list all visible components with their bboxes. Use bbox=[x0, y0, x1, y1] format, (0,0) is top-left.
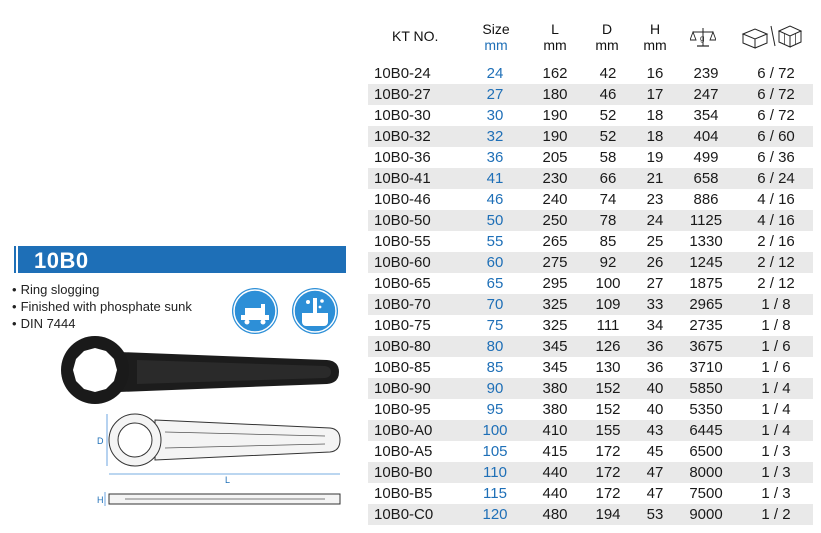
cell-w: 7500 bbox=[689, 485, 723, 502]
header-size-label: Size bbox=[482, 21, 510, 37]
cell-d: 109 bbox=[595, 296, 621, 313]
cell-kt: 10B0-55 bbox=[374, 233, 431, 250]
cell-l: 325 bbox=[542, 296, 568, 313]
cell-l: 345 bbox=[542, 338, 568, 355]
cell-kt: 10B0-50 bbox=[374, 212, 431, 229]
cell-size: 95 bbox=[486, 401, 504, 418]
cell-size: 85 bbox=[486, 359, 504, 376]
cell-size: 41 bbox=[486, 170, 504, 187]
cell-w: 5850 bbox=[689, 380, 723, 397]
diagram-label-d: D bbox=[97, 436, 104, 446]
cell-l: 250 bbox=[542, 212, 568, 229]
feature-item: • Finished with phosphate sunk bbox=[12, 298, 192, 315]
cell-h: 33 bbox=[646, 296, 664, 313]
cell-p: 1 / 8 bbox=[761, 317, 791, 334]
cell-size: 65 bbox=[486, 275, 504, 292]
cell-w: 6500 bbox=[689, 443, 723, 460]
product-title-bar bbox=[12, 246, 346, 273]
phosphate-icon bbox=[292, 288, 338, 334]
cell-p: 2 / 16 bbox=[757, 233, 795, 250]
dimension-diagram bbox=[95, 410, 355, 520]
cell-p: 1 / 3 bbox=[761, 485, 791, 502]
cell-d: 92 bbox=[599, 254, 617, 271]
cell-size: 80 bbox=[486, 338, 504, 355]
cell-h: 24 bbox=[646, 212, 664, 229]
feature-item: • DIN 7444 bbox=[12, 315, 192, 332]
cell-h: 18 bbox=[646, 107, 664, 124]
table-row bbox=[368, 315, 813, 336]
table-row bbox=[368, 504, 813, 525]
feature-item: • Ring slogging bbox=[12, 281, 192, 298]
cell-h: 16 bbox=[646, 65, 664, 82]
cell-kt: 10B0-B5 bbox=[374, 485, 433, 502]
cell-p: 1 / 2 bbox=[761, 506, 791, 523]
cell-p: 1 / 4 bbox=[761, 401, 791, 418]
cell-d: 130 bbox=[595, 359, 621, 376]
cell-d: 42 bbox=[599, 65, 617, 82]
cell-kt: 10B0-B0 bbox=[374, 464, 433, 481]
cell-w: 354 bbox=[693, 107, 719, 124]
cell-size: 90 bbox=[486, 380, 504, 397]
cell-kt: 10B0-27 bbox=[374, 86, 431, 103]
wrench-photo bbox=[57, 330, 347, 410]
cell-l: 440 bbox=[542, 485, 568, 502]
header-l bbox=[540, 21, 570, 61]
cell-h: 47 bbox=[646, 464, 664, 481]
cell-w: 9000 bbox=[689, 506, 723, 523]
cell-w: 239 bbox=[693, 65, 719, 82]
header-l-label: L bbox=[551, 21, 559, 37]
cell-kt: 10B0-85 bbox=[374, 359, 431, 376]
table-row bbox=[368, 252, 813, 273]
diagram-label-h: H bbox=[97, 495, 104, 505]
cell-l: 440 bbox=[542, 464, 568, 481]
cell-size: 50 bbox=[486, 212, 504, 229]
cell-h: 53 bbox=[646, 506, 664, 523]
table-row bbox=[368, 378, 813, 399]
cell-size: 30 bbox=[486, 107, 504, 124]
header-d-label: D bbox=[601, 21, 613, 37]
header-h-unit: mm bbox=[643, 37, 667, 53]
cell-p: 1 / 6 bbox=[761, 338, 791, 355]
cell-size: 110 bbox=[483, 464, 507, 481]
svg-text:g: g bbox=[700, 34, 705, 43]
cell-h: 45 bbox=[646, 443, 664, 460]
cell-p: 6 / 72 bbox=[757, 86, 795, 103]
cell-l: 240 bbox=[542, 191, 568, 208]
cell-w: 1330 bbox=[689, 233, 723, 250]
table-row bbox=[368, 441, 813, 462]
cell-l: 325 bbox=[542, 317, 568, 334]
box-carton-icon bbox=[741, 22, 805, 62]
cell-d: 155 bbox=[595, 422, 621, 439]
cell-d: 172 bbox=[595, 464, 621, 481]
table-row bbox=[368, 336, 813, 357]
header-d-unit: mm bbox=[595, 37, 619, 53]
header-size bbox=[481, 21, 511, 61]
cell-kt: 10B0-75 bbox=[374, 317, 431, 334]
cell-p: 6 / 72 bbox=[757, 107, 795, 124]
cell-size: 70 bbox=[486, 296, 504, 313]
table-row bbox=[368, 84, 813, 105]
cell-h: 25 bbox=[646, 233, 664, 250]
scale-g-icon bbox=[690, 24, 716, 64]
table-row bbox=[368, 462, 813, 483]
cell-kt: 10B0-70 bbox=[374, 296, 431, 313]
cell-p: 6 / 72 bbox=[757, 65, 795, 82]
cell-h: 40 bbox=[646, 380, 664, 397]
cell-w: 1245 bbox=[689, 254, 723, 271]
cell-w: 658 bbox=[693, 170, 719, 187]
table-row bbox=[368, 399, 813, 420]
cell-d: 74 bbox=[599, 191, 617, 208]
cell-h: 17 bbox=[646, 86, 664, 103]
cell-h: 27 bbox=[646, 275, 664, 292]
cell-l: 345 bbox=[542, 359, 568, 376]
cell-p: 6 / 36 bbox=[757, 149, 795, 166]
cell-l: 190 bbox=[542, 128, 568, 145]
cell-h: 19 bbox=[646, 149, 664, 166]
cell-size: 60 bbox=[486, 254, 504, 271]
cell-d: 172 bbox=[595, 443, 621, 460]
cell-kt: 10B0-60 bbox=[374, 254, 431, 271]
cell-kt: 10B0-46 bbox=[374, 191, 431, 208]
cell-p: 2 / 12 bbox=[757, 275, 795, 292]
cell-w: 2735 bbox=[689, 317, 723, 334]
header-kt: KT NO. bbox=[392, 28, 439, 44]
cell-h: 34 bbox=[646, 317, 664, 334]
cell-w: 247 bbox=[693, 86, 719, 103]
table-row bbox=[368, 273, 813, 294]
cell-d: 100 bbox=[595, 275, 621, 292]
cell-h: 18 bbox=[646, 128, 664, 145]
cell-kt: 10B0-C0 bbox=[374, 506, 434, 523]
cell-p: 4 / 16 bbox=[757, 191, 795, 208]
cell-kt: 10B0-65 bbox=[374, 275, 431, 292]
cell-d: 78 bbox=[599, 212, 617, 229]
header-l-unit: mm bbox=[543, 37, 567, 53]
cell-l: 415 bbox=[542, 443, 568, 460]
cell-d: 46 bbox=[599, 86, 617, 103]
cell-h: 43 bbox=[646, 422, 664, 439]
table-row bbox=[368, 126, 813, 147]
cell-d: 126 bbox=[595, 338, 621, 355]
cell-d: 52 bbox=[599, 107, 617, 124]
cell-l: 180 bbox=[542, 86, 568, 103]
cell-d: 111 bbox=[596, 317, 620, 334]
cell-kt: 10B0-A5 bbox=[374, 443, 433, 460]
table-row bbox=[368, 63, 813, 84]
cell-kt: 10B0-41 bbox=[374, 170, 431, 187]
cell-size: 115 bbox=[483, 485, 507, 502]
cell-h: 23 bbox=[646, 191, 664, 208]
cell-p: 1 / 3 bbox=[761, 464, 791, 481]
cell-size: 46 bbox=[486, 191, 504, 208]
cell-h: 36 bbox=[646, 338, 664, 355]
cell-size: 100 bbox=[482, 422, 508, 439]
cell-d: 152 bbox=[595, 380, 621, 397]
cell-h: 26 bbox=[646, 254, 664, 271]
cell-w: 5350 bbox=[689, 401, 723, 418]
cell-kt: 10B0-30 bbox=[374, 107, 431, 124]
cell-w: 886 bbox=[693, 191, 719, 208]
cell-l: 265 bbox=[542, 233, 568, 250]
cell-p: 6 / 60 bbox=[757, 128, 795, 145]
cell-p: 4 / 16 bbox=[757, 212, 795, 229]
cell-h: 36 bbox=[646, 359, 664, 376]
cell-l: 380 bbox=[542, 380, 568, 397]
cell-kt: 10B0-A0 bbox=[374, 422, 433, 439]
table-row bbox=[368, 483, 813, 504]
cell-w: 1125 bbox=[689, 212, 723, 229]
cell-p: 1 / 3 bbox=[761, 443, 791, 460]
cell-h: 40 bbox=[646, 401, 664, 418]
cell-w: 1875 bbox=[689, 275, 723, 292]
cell-kt: 10B0-95 bbox=[374, 401, 431, 418]
cell-w: 8000 bbox=[689, 464, 723, 481]
cell-w: 2965 bbox=[689, 296, 723, 313]
table-row bbox=[368, 294, 813, 315]
cell-h: 21 bbox=[646, 170, 664, 187]
cell-size: 27 bbox=[486, 86, 504, 103]
cell-l: 190 bbox=[542, 107, 568, 124]
cell-p: 1 / 8 bbox=[761, 296, 791, 313]
table-row bbox=[368, 168, 813, 189]
cell-d: 58 bbox=[599, 149, 617, 166]
cell-d: 52 bbox=[599, 128, 617, 145]
table-row bbox=[368, 420, 813, 441]
cell-w: 499 bbox=[693, 149, 719, 166]
cell-l: 410 bbox=[542, 422, 568, 439]
table-row bbox=[368, 189, 813, 210]
cell-p: 1 / 4 bbox=[761, 422, 791, 439]
cell-l: 275 bbox=[542, 254, 568, 271]
table-row bbox=[368, 357, 813, 378]
cell-d: 194 bbox=[595, 506, 621, 523]
cell-size: 24 bbox=[486, 65, 504, 82]
cell-l: 162 bbox=[542, 65, 568, 82]
header-h bbox=[640, 21, 670, 61]
cell-d: 85 bbox=[599, 233, 617, 250]
cell-kt: 10B0-80 bbox=[374, 338, 431, 355]
header-size-unit: mm bbox=[484, 37, 508, 53]
cell-d: 66 bbox=[599, 170, 617, 187]
forge-icon bbox=[232, 288, 278, 334]
title-accent-line bbox=[14, 246, 16, 273]
cell-h: 47 bbox=[646, 485, 664, 502]
cell-l: 380 bbox=[542, 401, 568, 418]
cell-size: 32 bbox=[486, 128, 504, 145]
table-row bbox=[368, 105, 813, 126]
cell-size: 105 bbox=[482, 443, 508, 460]
cell-w: 404 bbox=[693, 128, 719, 145]
product-code: 10B0 bbox=[34, 248, 89, 273]
cell-p: 1 / 4 bbox=[761, 380, 791, 397]
diagram-label-l: L bbox=[225, 475, 231, 485]
cell-p: 1 / 6 bbox=[761, 359, 791, 376]
cell-size: 55 bbox=[486, 233, 504, 250]
cell-w: 3710 bbox=[689, 359, 723, 376]
cell-l: 205 bbox=[542, 149, 568, 166]
table-row bbox=[368, 210, 813, 231]
header-h-label: H bbox=[649, 21, 661, 37]
cell-l: 230 bbox=[542, 170, 568, 187]
cell-w: 3675 bbox=[689, 338, 723, 355]
cell-kt: 10B0-24 bbox=[374, 65, 431, 82]
cell-kt: 10B0-32 bbox=[374, 128, 431, 145]
cell-l: 480 bbox=[542, 506, 568, 523]
cell-size: 75 bbox=[486, 317, 504, 334]
feature-list bbox=[12, 281, 192, 332]
cell-l: 295 bbox=[542, 275, 568, 292]
table-row bbox=[368, 231, 813, 252]
cell-d: 152 bbox=[595, 401, 621, 418]
cell-d: 172 bbox=[595, 485, 621, 502]
cell-p: 2 / 12 bbox=[757, 254, 795, 271]
cell-size: 120 bbox=[482, 506, 508, 523]
cell-kt: 10B0-90 bbox=[374, 380, 431, 397]
cell-size: 36 bbox=[486, 149, 504, 166]
cell-kt: 10B0-36 bbox=[374, 149, 431, 166]
header-d bbox=[592, 21, 622, 61]
table-row bbox=[368, 147, 813, 168]
cell-w: 6445 bbox=[689, 422, 723, 439]
cell-p: 6 / 24 bbox=[757, 170, 795, 187]
